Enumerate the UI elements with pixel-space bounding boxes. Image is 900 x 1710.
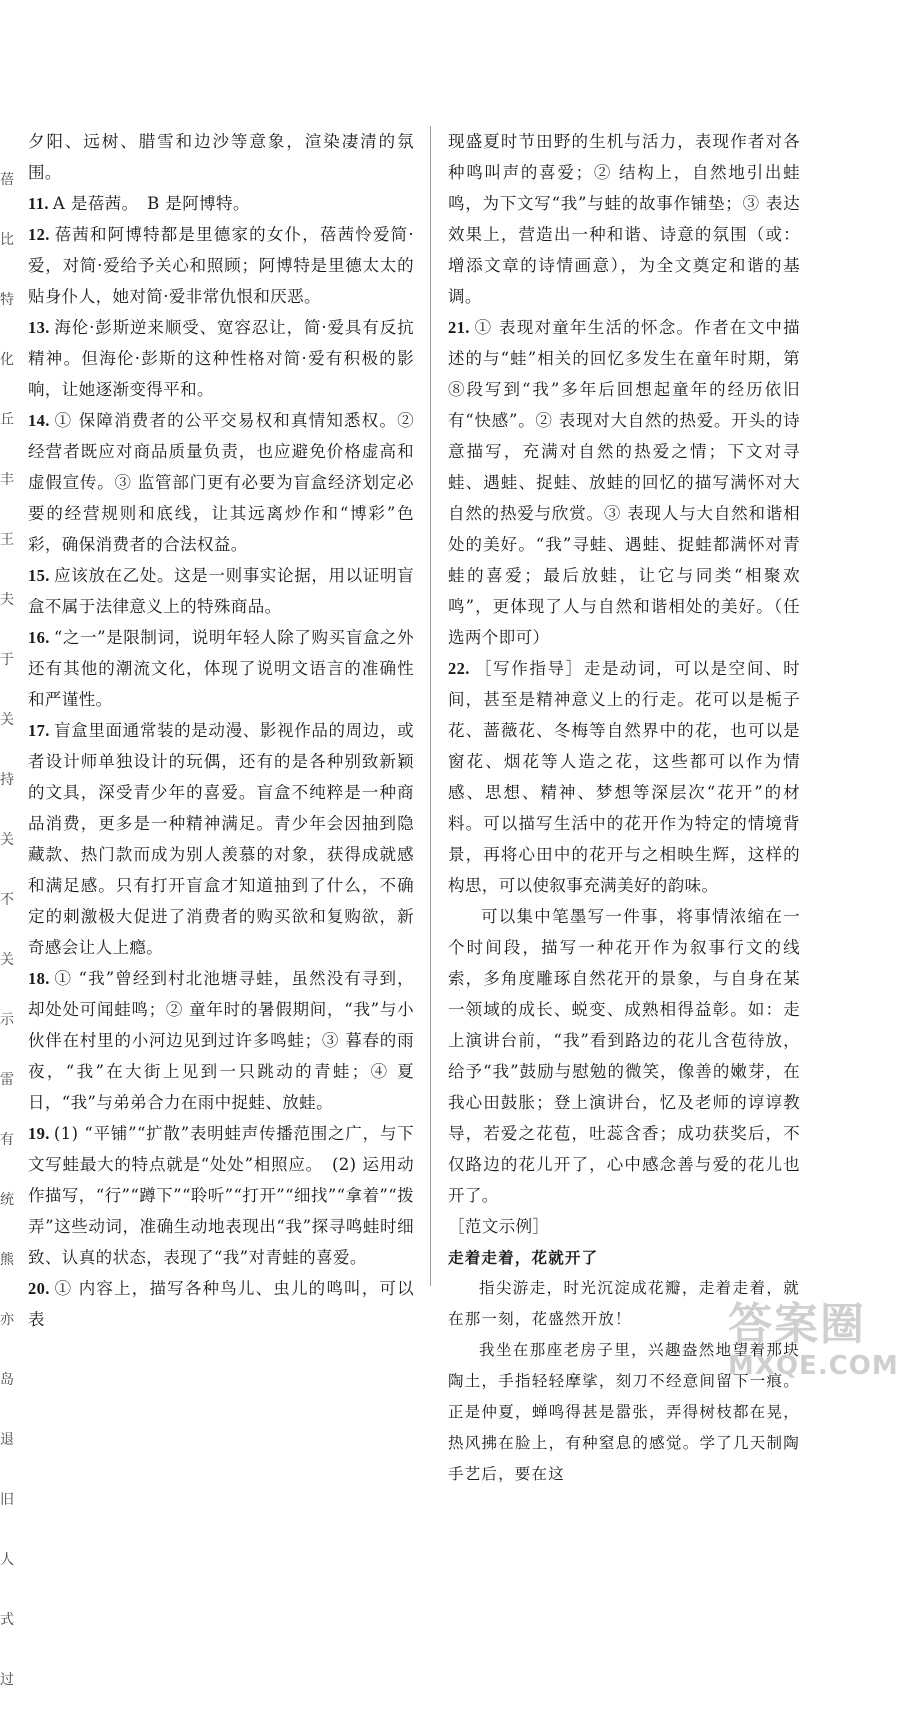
answer-item (28, 560, 414, 622)
essay-paragraph: 指尖游走，时光沉淀成花瓣，走着走着，就在那一刻，花盛然开放！ (448, 1279, 800, 1328)
answer-item (448, 901, 800, 1211)
answer-item (448, 653, 800, 901)
question-number: 20. (28, 1279, 50, 1298)
question-number: 13. (28, 318, 50, 337)
margin-strip (0, 150, 14, 1688)
margin-char: 不 (0, 892, 14, 908)
answer-text: 应该放在乙处。这是一则事实论据，用以证明盲盒不属于法律意义上的特殊商品。 (28, 566, 414, 616)
left-column (28, 126, 414, 1335)
answer-item (28, 219, 414, 312)
margin-char: 示 (0, 1012, 14, 1028)
margin-char: 比 (0, 232, 14, 248)
margin-char: 雷 (0, 1072, 14, 1088)
margin-char: 统 (0, 1192, 14, 1208)
margin-char: 熊 (0, 1252, 14, 1268)
answer-text: ［范文示例］ (448, 1217, 550, 1236)
question-number: 18. (28, 969, 50, 988)
answer-item (448, 126, 800, 312)
answer-item (28, 1118, 414, 1273)
answer-item (28, 405, 414, 560)
answer-item (28, 312, 414, 405)
answer-text: ［写作指导］走是动词，可以是空间、时间，甚至是精神意义上的行走。花可以是栀子花、蔷薇花、冬梅等自然界中的花，也可以是窗花、烟花等人造之花，这些都可以作为情感、思想、精神、梦想等深层次“花开”的材料。可以描写生活中的花开作为特定的情境背景，再将心田中的花开与之相映生辉，这样的构思，可以使叙事充满美好的韵味。 (448, 659, 800, 895)
answer-text: ① 表现对童年生活的怀念。作者在文中描述的与“蛙”相关的回忆多发生在童年时期，第⑧段写到“我”多年后回想起童年的经历依旧有“快感”。② 表现对大自然的热爱。开头的诗意描写，充满对自然的热爱之情；下文对寻蛙、遇蛙、捉蛙、放蛙的回忆的描写满怀对大自然的热爱与欣赏。③ 表现人与大自然和谐相处的美好。“我”寻蛙、遇蛙、捉蛙都满怀对青蛙的喜爱；最后放蛙，让它与同类“相聚欢鸣”，更体现了人与自然和谐相处的美好。（任选两个即可） (448, 318, 800, 647)
essay-title: 走着走着，花就开了 (448, 1248, 599, 1267)
margin-char: 关 (0, 952, 14, 968)
margin-char: 化 (0, 352, 14, 368)
question-number: 17. (28, 721, 50, 740)
answer-item (28, 963, 414, 1118)
margin-char: 有 (0, 1132, 14, 1148)
margin-char: 式 (0, 1612, 14, 1628)
margin-char: 旧 (0, 1492, 14, 1508)
answer-text: 海伦·彭斯逆来顺受、宽容忍让，简·爱具有反抗精神。但海伦·彭斯的这种性格对简·爱有积极的影响，让她逐渐变得平和。 (28, 318, 414, 399)
answer-item (28, 1273, 414, 1335)
answer-item (28, 126, 414, 188)
margin-char: 退 (0, 1432, 14, 1448)
answer-text: A 是蓓茜。 B 是阿博特。 (52, 194, 250, 213)
question-number: 14. (28, 411, 50, 430)
answer-item (28, 622, 414, 715)
margin-char: 岛 (0, 1372, 14, 1388)
margin-char: 亦 (0, 1312, 14, 1328)
margin-char: 丰 (0, 472, 14, 488)
answer-text: ① 保障消费者的公平交易权和真情知悉权。② 经营者既应对商品质量负责，也应避免价格虚高和虚假宣传。③ 监管部门更有必要为盲盒经济划定必要的经营规则和底线，让其远离炒作和“博彩”色彩，确保消费者的合法权益。 (28, 411, 414, 554)
question-number: 22. (448, 659, 470, 678)
margin-char: 丘 (0, 412, 14, 428)
question-number: 21. (448, 318, 470, 337)
margin-char: 于 (0, 652, 14, 668)
answer-item (28, 188, 414, 219)
question-number: 16. (28, 628, 50, 647)
answer-text: 蓓茜和阿博特都是里德家的女仆，蓓茜怜爱简·爱，对简·爱给予关心和照顾；阿博特是里德太太的贴身仆人，她对简·爱非常仇恨和厌恶。 (28, 225, 414, 306)
answer-text: 可以集中笔墨写一件事，将事情浓缩在一个时间段，描写一种花开作为叙事行文的线索，多角度雕琢自然花开的景象，与自身在某一领域的成长、蜕变、成熟相得益彰。如：走上演讲台前，“我”看到路边的花儿含苞待放，给予“我”鼓励与慰勉的微笑，像善的嫩芽，在我心田鼓胀；登上演讲台，忆及老师的谆谆教导，若爱之花苞，吐蕊含香；成功获奖后，不仅路边的花儿开了，心中感念善与爱的花儿也开了。 (448, 907, 800, 1205)
essay-paragraph: 我坐在那座老房子里，兴趣盎然地望着那块陶土，手指轻轻摩挲，刻刀不经意间留下一痕。正是仲夏，蝉鸣得甚是嚣张，弄得树枝都在晃，热风拂在脸上，有种窒息的感觉。学了几天制陶手艺后，要在这 (448, 1341, 800, 1483)
margin-char: 夫 (0, 592, 14, 608)
margin-char: 蓓 (0, 172, 14, 188)
answer-text: “之一”是限制词，说明年轻人除了购买盲盒之外还有其他的潮流文化，体现了说明文语言的准确性和严谨性。 (28, 628, 414, 709)
answer-item (448, 1211, 800, 1242)
margin-char: 王 (0, 532, 14, 548)
answer-text: ① 内容上，描写各种鸟儿、虫儿的鸣叫，可以表 (28, 1279, 414, 1329)
right-column (448, 126, 800, 1490)
question-number: 11. (28, 194, 49, 213)
watermark-logo (728, 1300, 898, 1388)
question-number: 12. (28, 225, 50, 244)
answer-text: 盲盒里面通常装的是动漫、影视作品的周边，或者设计师单独设计的玩偶，还有的是各种别致新颖的文具，深受青少年的喜爱。盲盒不纯粹是一种商品消费，更多是一种精神满足。青少年会因抽到隐藏款、热门款而成为别人羡慕的对象，获得成就感和满足感。只有打开盲盒才知道抽到了什么，不确定的刺激极大促进了消费者的购买欲和复购欲，新奇感会让人上瘾。 (28, 721, 414, 957)
column-divider (430, 126, 431, 1286)
watermark-text: 答案圈 (728, 1299, 866, 1350)
answer-item (28, 715, 414, 963)
margin-char: 持 (0, 772, 14, 788)
answer-text: 现盛夏时节田野的生机与活力，表现作者对各种鸣叫声的喜爱；② 结构上，自然地引出蛙鸣，为下文写“我”与蛙的故事作铺垫；③ 表达效果上，营造出一种和谐、诗意的氛围（或：增添文章的诗情画意），为全文奠定和谐的基调。 (448, 132, 800, 306)
margin-char: 过 (0, 1672, 14, 1688)
margin-char: 特 (0, 292, 14, 308)
question-number: 19. (28, 1124, 50, 1143)
answer-item (448, 312, 800, 653)
answer-text: (1) “平铺”“扩散”表明蛙声传播范围之广，与下文写蛙最大的特点就是“处处”相照应。 (2) 运用动作描写，“行”“蹲下”“聆听”“打开”“细找”“拿着”“拨弄”这些动词，准确生动地表现出“我”探寻鸣蛙时细致、认真的状态，表现了“我”对青蛙的喜爱。 (28, 1124, 414, 1267)
watermark-url: MXQE.COM (728, 1351, 899, 1381)
margin-char: 人 (0, 1552, 14, 1568)
question-number: 15. (28, 566, 50, 585)
margin-char: 关 (0, 832, 14, 848)
margin-char: 关 (0, 712, 14, 728)
answer-text: 夕阳、远树、腊雪和边沙等意象，渲染凄清的氛围。 (28, 132, 414, 182)
answer-text: ① “我”曾经到村北池塘寻蛙，虽然没有寻到，却处处可闻蛙鸣；② 童年时的暑假期间，“我”与小伙伴在村里的小河边见到过许多鸣蛙；③ 暮春的雨夜，“我”在大街上见到一只跳动的青蛙；④ 夏日，“我”与弟弟合力在雨中捉蛙、放蛙。 (28, 969, 414, 1112)
